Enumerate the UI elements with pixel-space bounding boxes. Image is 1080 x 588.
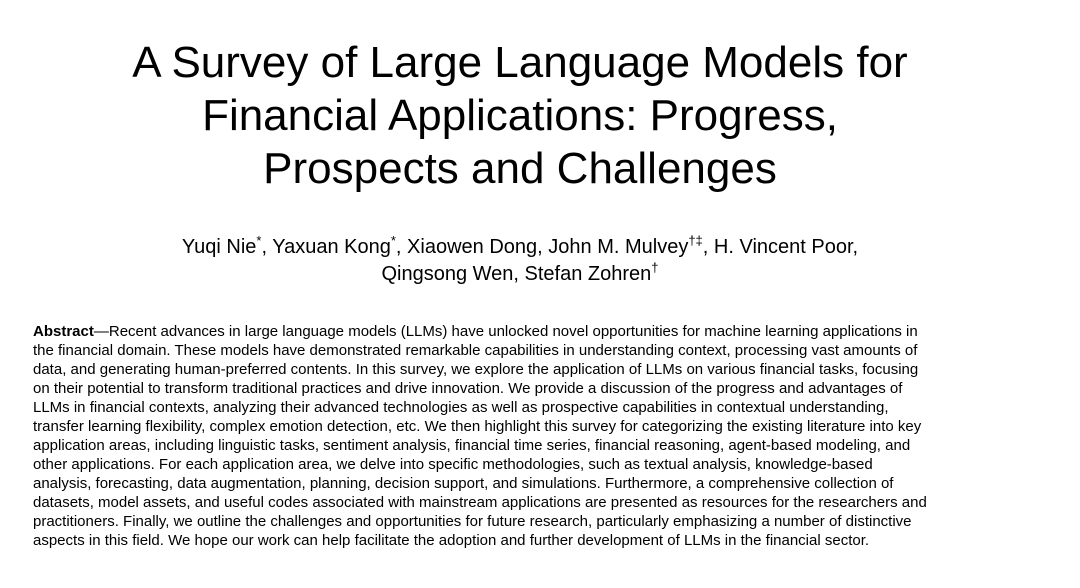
title-line: Prospects and Challenges xyxy=(263,144,777,193)
author-separator: , xyxy=(513,263,525,285)
author-affiliation-mark: † xyxy=(651,260,659,275)
abstract-line: the financial domain. These models have demonstrated remarkable capabilities in understanding context, processing vast amounts of xyxy=(33,342,918,359)
author-line xyxy=(0,261,1040,288)
title-line: A Survey of Large Language Models for xyxy=(132,38,908,87)
author-affiliation-mark: †‡ xyxy=(688,233,703,248)
author-name: Yuqi Nie xyxy=(181,236,257,258)
abstract-heading: Abstract xyxy=(33,323,94,340)
abstract-line: application areas, including linguistic tasks, sentiment analysis, financial time series, financial reasoning, agent-based modeling, and xyxy=(33,437,911,454)
paper-title xyxy=(0,36,1040,195)
author-name: Yaxuan Kong xyxy=(272,236,391,258)
abstract-line: datasets, model assets, and useful codes associated with mainstream applications are presented as resources for the researchers and xyxy=(33,494,927,511)
author-name: Qingsong Wen xyxy=(381,263,514,285)
author-separator: , xyxy=(702,236,714,258)
abstract-line xyxy=(33,322,1033,341)
title-line: Financial Applications: Progress, xyxy=(202,91,838,140)
author-line xyxy=(0,234,1040,261)
author-affiliation-mark: * xyxy=(256,233,262,248)
author-separator: , xyxy=(261,236,273,258)
author-name: Xiaowen Dong xyxy=(407,236,538,258)
abstract xyxy=(33,322,1033,550)
abstract-line: analysis, forecasting, data augmentation, planning, decision support, and simulations. Furthermore, a comprehensive collection of xyxy=(33,475,894,492)
abstract-text: —Recent advances in large language models (LLMs) have unlocked novel opportunities for machine learning applications in xyxy=(93,323,918,340)
author-list xyxy=(0,234,1040,288)
author-affiliation-mark: * xyxy=(390,233,396,248)
author-name: Stefan Zohren xyxy=(524,263,652,285)
author-separator: , xyxy=(395,236,408,258)
abstract-line: practitioners. Finally, we outline the challenges and opportunities for future research, particularly emphasizing a number of distinctive xyxy=(33,513,912,530)
abstract-line: LLMs in financial contexts, analyzing their advanced technologies as well as prospective capabilities in contextual understanding, xyxy=(33,399,889,416)
abstract-line: data, and generating human-preferred contents. In this survey, we explore the application of LLMs on various financial tasks, focusing xyxy=(33,361,919,378)
abstract-line: other applications. For each application area, we delve into specific methodologies, such as textual analysis, knowledge-based xyxy=(33,456,873,473)
author-separator: , xyxy=(537,236,549,258)
author-name: H. Vincent Poor, xyxy=(713,236,859,258)
abstract-line: on their potential to transform traditional practices and drive innovation. We provide a discussion of the progress and advantages of xyxy=(33,380,903,397)
author-name: John M. Mulvey xyxy=(548,236,689,258)
abstract-line: aspects in this field. We hope our work can help facilitate the adoption and further development of LLMs in the financial sector. xyxy=(33,532,870,549)
abstract-line: transfer learning flexibility, complex emotion detection, etc. We then highlight this survey for categorizing the existing literature into key xyxy=(33,418,922,435)
